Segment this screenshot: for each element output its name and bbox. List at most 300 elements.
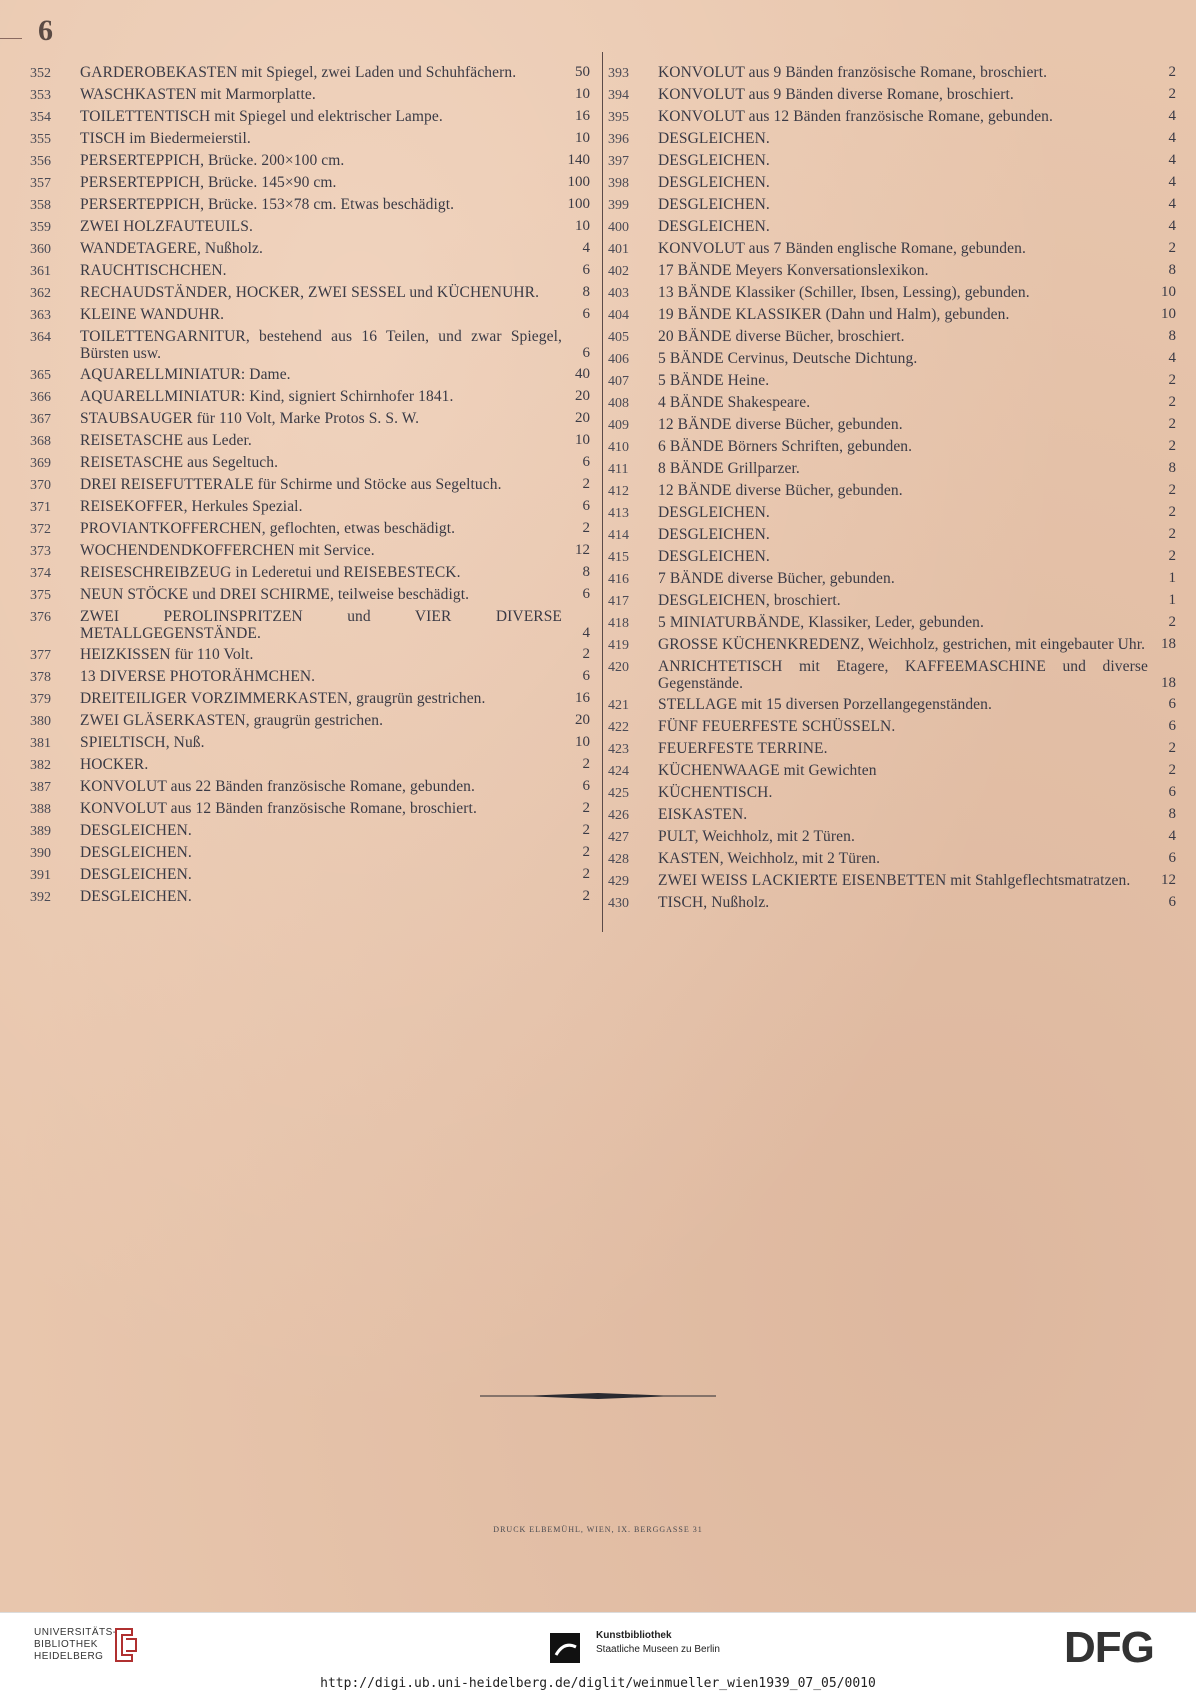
lot-body	[80, 734, 590, 751]
lot-price: 4	[582, 240, 590, 256]
lot-description: TOILETTENTISCH mit Spiegel und elektrischer Lampe.	[80, 108, 443, 125]
lot-number: 377	[30, 648, 51, 663]
lot-body	[80, 196, 590, 213]
lot-description: KÜCHENWAAGE mit Gewichten	[658, 762, 877, 779]
lot-body	[80, 586, 590, 603]
lot-entry	[608, 328, 1176, 346]
lot-body	[658, 86, 1176, 103]
lot-entry	[30, 476, 590, 494]
lot-price: 100	[567, 174, 590, 190]
lot-number: 353	[30, 88, 51, 103]
lot-description: FÜNF FEUERFESTE SCHÜSSELN.	[658, 718, 896, 735]
lot-price: 2	[1168, 416, 1176, 432]
printer-imprint: DRUCK ELBEMÜHL, WIEN, IX. BERGGASSE 31	[493, 1525, 703, 1534]
lot-entry	[30, 366, 590, 384]
lot-number: 401	[608, 242, 629, 257]
lot-price: 8	[582, 564, 590, 580]
lot-body	[80, 844, 590, 861]
lot-description: TISCH, Nußholz.	[658, 894, 770, 911]
lot-description: ZWEI GLÄSERKASTEN, graugrün gestrichen.	[80, 712, 384, 729]
lot-entry	[608, 460, 1176, 478]
lot-body	[658, 416, 1176, 433]
lot-entry	[30, 734, 590, 752]
lot-number: 362	[30, 286, 51, 301]
lot-body	[80, 756, 590, 773]
lot-number: 425	[608, 786, 629, 801]
lot-entry	[30, 388, 590, 406]
lot-price: 6	[1168, 718, 1176, 734]
university-logo-line: UNIVERSITÄTS-	[34, 1627, 117, 1638]
lot-body	[658, 108, 1176, 125]
lot-price: 4	[1168, 152, 1176, 168]
lot-price: 2	[1168, 614, 1176, 630]
lot-number: 360	[30, 242, 51, 257]
lot-number: 395	[608, 110, 629, 125]
lot-body	[80, 778, 590, 795]
lot-description: RAUCHTISCHCHEN.	[80, 262, 227, 279]
lot-entry	[30, 262, 590, 280]
lot-description: STELLAGE mit 15 diversen Porzellangegenständen.	[658, 696, 992, 713]
lot-entry	[608, 482, 1176, 500]
lot-body	[658, 762, 1176, 779]
lot-body	[658, 130, 1176, 147]
lot-entry	[30, 800, 590, 818]
lot-body	[658, 872, 1176, 889]
lot-price: 1	[1168, 570, 1176, 586]
lot-description: 12 BÄNDE diverse Bücher, gebunden.	[658, 416, 903, 433]
lot-description: KASTEN, Weichholz, mit 2 Türen.	[658, 850, 881, 867]
lot-body	[80, 476, 590, 493]
lot-number: 355	[30, 132, 51, 147]
lot-body	[658, 240, 1176, 257]
lot-description: ZWEI HOLZFAUTEUILS.	[80, 218, 253, 235]
lot-body	[80, 542, 590, 559]
lot-body	[658, 262, 1176, 279]
lot-description: 6 BÄNDE Börners Schriften, gebunden.	[658, 438, 913, 455]
lot-price: 4	[1168, 130, 1176, 146]
lot-body	[80, 866, 590, 883]
lot-number: 410	[608, 440, 629, 455]
lot-number: 379	[30, 692, 51, 707]
lot-description: 17 BÄNDE Meyers Konversationslexikon.	[658, 262, 929, 279]
university-logo-line: BIBLIOTHEK	[34, 1639, 98, 1650]
lot-price: 6	[582, 586, 590, 602]
lot-body	[658, 152, 1176, 169]
lot-number: 366	[30, 390, 51, 405]
lot-price: 4	[1168, 218, 1176, 234]
lot-description: GROSSE KÜCHENKREDENZ, Weichholz, gestrichen, mit eingebauter Uhr.	[658, 636, 1146, 653]
lot-body	[658, 306, 1176, 323]
lot-description: KONVOLUT aus 9 Bänden französische Romane, broschiert.	[658, 64, 1048, 81]
lot-price: 6	[1168, 696, 1176, 712]
lot-number: 397	[608, 154, 629, 169]
lot-body	[80, 646, 590, 663]
lot-description: DESGLEICHEN.	[80, 866, 192, 883]
lot-entry	[608, 696, 1176, 714]
lot-entry	[608, 658, 1176, 692]
lot-number: 372	[30, 522, 51, 537]
lot-body	[658, 482, 1176, 499]
lot-description: WOCHENDENDKOFFERCHEN mit Service.	[80, 542, 375, 559]
lot-entry	[608, 152, 1176, 170]
lot-description: 8 BÄNDE Grillparzer.	[658, 460, 800, 477]
lot-entry	[608, 306, 1176, 324]
lot-price: 2	[582, 476, 590, 492]
lot-price: 10	[575, 218, 590, 234]
lot-body	[80, 564, 590, 581]
lot-entry	[30, 174, 590, 192]
lot-description: TISCH im Biedermeierstil.	[80, 130, 251, 147]
lot-description: HEIZKISSEN für 110 Volt.	[80, 646, 254, 663]
lot-body	[658, 636, 1176, 653]
lot-entry	[608, 718, 1176, 736]
lot-body	[658, 614, 1176, 631]
lot-description: 12 BÄNDE diverse Bücher, gebunden.	[658, 482, 903, 499]
lot-description: DESGLEICHEN, broschiert.	[658, 592, 841, 609]
lot-number: 429	[608, 874, 629, 889]
lot-body	[658, 850, 1176, 867]
lot-entry	[608, 504, 1176, 522]
lot-price: 2	[1168, 240, 1176, 256]
lot-number: 411	[608, 462, 629, 477]
lot-number: 428	[608, 852, 629, 867]
lot-body	[658, 460, 1176, 477]
lot-entry	[30, 608, 590, 642]
lot-number: 373	[30, 544, 51, 559]
lot-entry	[608, 218, 1176, 236]
right-column	[608, 64, 1176, 916]
lot-description: REISETASCHE aus Leder.	[80, 432, 252, 449]
lot-body	[80, 888, 590, 905]
lot-entry	[30, 64, 590, 82]
lot-body	[80, 454, 590, 471]
lot-entry	[608, 806, 1176, 824]
lot-price: 4	[1168, 174, 1176, 190]
lot-number: 412	[608, 484, 629, 499]
lot-price: 2	[1168, 526, 1176, 542]
lot-description: REISESCHREIBZEUG in Lederetui und REISEBESTECK.	[80, 564, 461, 581]
lot-description: REISEKOFFER, Herkules Spezial.	[80, 498, 303, 515]
source-url[interactable]: http://digi.ub.uni-heidelberg.de/diglit/weinmueller_wien1939_07_05/0010	[320, 1676, 876, 1691]
lot-body	[80, 86, 590, 103]
lot-entry	[30, 888, 590, 906]
lot-body	[80, 240, 590, 257]
lot-description: FEUERFESTE TERRINE.	[658, 740, 828, 757]
lot-body	[80, 520, 590, 537]
lot-number: 381	[30, 736, 51, 751]
lot-entry	[30, 542, 590, 560]
lot-entry	[30, 152, 590, 170]
lot-number: 409	[608, 418, 629, 433]
lot-entry	[30, 822, 590, 840]
lot-price: 18	[1161, 636, 1176, 652]
lot-number: 422	[608, 720, 629, 735]
university-emblem-icon	[112, 1625, 138, 1665]
lot-description: TOILETTENGARNITUR, bestehend aus 16 Teilen, und zwar Spiegel, Bürsten usw.	[80, 328, 562, 362]
lot-entry	[608, 740, 1176, 758]
lot-description: DESGLEICHEN.	[80, 844, 192, 861]
lot-body	[80, 432, 590, 449]
lot-entry	[608, 64, 1176, 82]
lot-description: WASCHKASTEN mit Marmorplatte.	[80, 86, 316, 103]
lot-body	[80, 328, 590, 362]
university-logo-text[interactable]	[34, 1627, 117, 1663]
lot-entry	[608, 350, 1176, 368]
lot-number: 426	[608, 808, 629, 823]
lot-description: EISKASTEN.	[658, 806, 748, 823]
lot-price: 8	[1168, 262, 1176, 278]
lot-description: ANRICHTETISCH mit Etagere, KAFFEEMASCHINE und diverse Gegenstände.	[658, 658, 1148, 692]
lot-price: 4	[1168, 108, 1176, 124]
lot-description: 5 BÄNDE Cervinus, Deutsche Dichtung.	[658, 350, 918, 367]
lot-description: 5 MINIATURBÄNDE, Klassiker, Leder, gebunden.	[658, 614, 985, 631]
lot-description: 13 DIVERSE PHOTORÄHMCHEN.	[80, 668, 316, 685]
column-divider	[602, 52, 603, 932]
lot-price: 8	[1168, 460, 1176, 476]
lot-body	[80, 388, 590, 405]
lot-description: PROVIANTKOFFERCHEN, geflochten, etwas beschädigt.	[80, 520, 456, 537]
lot-number: 407	[608, 374, 629, 389]
lot-entry	[608, 894, 1176, 912]
lot-price: 2	[1168, 482, 1176, 498]
lot-description: 7 BÄNDE diverse Bücher, gebunden.	[658, 570, 895, 587]
lot-body	[80, 410, 590, 427]
dfg-logo[interactable]: DFG	[1064, 1623, 1154, 1672]
lot-body	[658, 784, 1176, 801]
lot-description: WANDETAGERE, Nußholz.	[80, 240, 263, 257]
lot-body	[80, 262, 590, 279]
lot-price: 4	[1168, 828, 1176, 844]
lot-entry	[30, 866, 590, 884]
lot-body	[658, 372, 1176, 389]
lot-description: PERSERTEPPICH, Brücke. 153×78 cm. Etwas beschädigt.	[80, 196, 455, 213]
lot-entry	[608, 636, 1176, 654]
lot-body	[80, 152, 590, 169]
lot-number: 415	[608, 550, 629, 565]
lot-price: 2	[582, 822, 590, 838]
lot-entry	[608, 762, 1176, 780]
lot-entry	[30, 218, 590, 236]
lot-number: 387	[30, 780, 51, 795]
lot-body	[80, 218, 590, 235]
lot-description: ZWEI PEROLINSPRITZEN und VIER DIVERSE METALLGEGENSTÄNDE.	[80, 608, 562, 642]
lot-number: 371	[30, 500, 51, 515]
lot-price: 2	[1168, 740, 1176, 756]
lot-description: KONVOLUT aus 7 Bänden englische Romane, gebunden.	[658, 240, 1026, 257]
lot-body	[80, 306, 590, 323]
lot-entry	[30, 498, 590, 516]
lot-body	[658, 174, 1176, 191]
lot-number: 418	[608, 616, 629, 631]
lot-price: 2	[1168, 86, 1176, 102]
lot-description: SPIELTISCH, Nuß.	[80, 734, 205, 751]
lot-body	[658, 894, 1176, 911]
lot-body	[80, 800, 590, 817]
lot-body	[80, 822, 590, 839]
lot-number: 413	[608, 506, 629, 521]
lot-body	[80, 174, 590, 191]
lot-number: 388	[30, 802, 51, 817]
lot-price: 2	[582, 866, 590, 882]
lot-price: 100	[567, 196, 590, 212]
lot-number: 403	[608, 286, 629, 301]
lot-price: 50	[575, 64, 590, 80]
lot-number: 365	[30, 368, 51, 383]
lot-number: 374	[30, 566, 51, 581]
lot-entry	[30, 432, 590, 450]
lot-number: 358	[30, 198, 51, 213]
lot-entry	[608, 262, 1176, 280]
lot-price: 2	[1168, 504, 1176, 520]
lot-number: 399	[608, 198, 629, 213]
lot-body	[658, 592, 1176, 609]
lot-entry	[608, 108, 1176, 126]
lot-price: 10	[1161, 284, 1176, 300]
lot-entry	[608, 570, 1176, 588]
lot-price: 20	[575, 410, 590, 426]
lot-description: DREITEILIGER VORZIMMERKASTEN, graugrün gestrichen.	[80, 690, 486, 707]
lot-number: 364	[30, 330, 51, 345]
lot-number: 396	[608, 132, 629, 147]
lot-body	[658, 504, 1176, 521]
lot-price: 1	[1168, 592, 1176, 608]
lot-price: 20	[575, 712, 590, 728]
lot-price: 2	[1168, 548, 1176, 564]
lot-body	[80, 690, 590, 707]
lot-price: 12	[1161, 872, 1176, 888]
lot-number: 424	[608, 764, 629, 779]
lot-entry	[608, 372, 1176, 390]
lot-body	[658, 284, 1176, 301]
lot-price: 2	[582, 888, 590, 904]
lot-entry	[30, 410, 590, 428]
lot-number: 398	[608, 176, 629, 191]
lot-price: 2	[1168, 64, 1176, 80]
lot-number: 414	[608, 528, 629, 543]
lot-price: 6	[582, 262, 590, 278]
lot-entry	[30, 108, 590, 126]
lot-entry	[30, 284, 590, 302]
lot-description: DESGLEICHEN.	[80, 822, 192, 839]
lot-entry	[608, 872, 1176, 890]
lot-number: 421	[608, 698, 629, 713]
lot-body	[658, 658, 1176, 692]
lot-price: 40	[575, 366, 590, 382]
lot-description: KONVOLUT aus 12 Bänden französische Romane, gebunden.	[658, 108, 1054, 125]
lot-entry	[608, 614, 1176, 632]
lot-price: 2	[582, 520, 590, 536]
lot-entry	[30, 130, 590, 148]
lot-entry	[30, 520, 590, 538]
lot-description: DREI REISEFUTTERALE für Schirme und Stöcke aus Segeltuch.	[80, 476, 502, 493]
lot-description: KONVOLUT aus 22 Bänden französische Romane, gebunden.	[80, 778, 476, 795]
lot-number: 369	[30, 456, 51, 471]
kb-title: Kunstbibliothek	[596, 1630, 672, 1641]
lot-number: 417	[608, 594, 629, 609]
lot-entry	[608, 438, 1176, 456]
lot-price: 20	[575, 388, 590, 404]
lot-number: 393	[608, 66, 629, 81]
lot-description: DESGLEICHEN.	[658, 504, 770, 521]
lot-price: 6	[582, 306, 590, 322]
lot-entry	[30, 844, 590, 862]
lot-entry	[608, 828, 1176, 846]
lot-body	[658, 350, 1176, 367]
lot-description: 4 BÄNDE Shakespeare.	[658, 394, 811, 411]
lot-description: DESGLEICHEN.	[658, 130, 770, 147]
lot-body	[80, 130, 590, 147]
lot-entry	[30, 328, 590, 362]
lot-number: 427	[608, 830, 629, 845]
lot-number: 368	[30, 434, 51, 449]
lot-price: 2	[582, 756, 590, 772]
lot-price: 2	[582, 800, 590, 816]
university-logo-line: HEIDELBERG	[34, 1651, 104, 1662]
lot-price: 10	[1161, 306, 1176, 322]
lot-entry	[608, 784, 1176, 802]
lot-price: 6	[582, 668, 590, 684]
lot-number: 423	[608, 742, 629, 757]
lot-number: 408	[608, 396, 629, 411]
lot-body	[658, 718, 1176, 735]
lot-description: 20 BÄNDE diverse Bücher, broschiert.	[658, 328, 905, 345]
lot-price: 2	[582, 844, 590, 860]
kunstbibliothek-text	[596, 1629, 720, 1657]
lot-description: ZWEI WEISS LACKIERTE EISENBETTEN mit Stahlgeflechtsmatratzen.	[658, 872, 1131, 889]
lot-description: PULT, Weichholz, mit 2 Türen.	[658, 828, 855, 845]
lot-description: DESGLEICHEN.	[658, 196, 770, 213]
page-edge-mark	[0, 38, 22, 45]
lot-body	[80, 668, 590, 685]
lot-entry	[608, 196, 1176, 214]
lot-description: DESGLEICHEN.	[80, 888, 192, 905]
lot-entry	[30, 712, 590, 730]
lot-entry	[30, 668, 590, 686]
lot-entry	[30, 756, 590, 774]
lot-price: 2	[582, 646, 590, 662]
lot-number: 367	[30, 412, 51, 427]
lot-number: 370	[30, 478, 51, 493]
lot-number: 361	[30, 264, 51, 279]
lot-description: 5 BÄNDE Heine.	[658, 372, 770, 389]
lot-number: 416	[608, 572, 629, 587]
lot-body	[658, 526, 1176, 543]
lot-price: 140	[567, 152, 590, 168]
lot-description: STAUBSAUGER für 110 Volt, Marke Protos S. S. W.	[80, 410, 420, 427]
lot-number: 389	[30, 824, 51, 839]
lot-body	[658, 64, 1176, 81]
lot-number: 363	[30, 308, 51, 323]
lot-number: 400	[608, 220, 629, 235]
lot-description: HOCKER.	[80, 756, 149, 773]
lot-body	[80, 712, 590, 729]
lot-entry	[30, 454, 590, 472]
lot-entry	[608, 284, 1176, 302]
lot-number: 402	[608, 264, 629, 279]
lot-price: 6	[582, 498, 590, 514]
lot-entry	[608, 130, 1176, 148]
lot-entry	[30, 306, 590, 324]
kunstbibliothek-logo-icon[interactable]	[546, 1627, 586, 1667]
lot-body	[658, 196, 1176, 213]
lot-entry	[30, 646, 590, 664]
lot-description: RECHAUDSTÄNDER, HOCKER, ZWEI SESSEL und KÜCHENUHR.	[80, 284, 540, 301]
lot-price: 12	[575, 542, 590, 558]
lot-body	[658, 696, 1176, 713]
lot-number: 406	[608, 352, 629, 367]
lot-price: 4	[1168, 196, 1176, 212]
lot-description: GARDEROBEKASTEN mit Spiegel, zwei Laden und Schuhfächern.	[80, 64, 517, 81]
